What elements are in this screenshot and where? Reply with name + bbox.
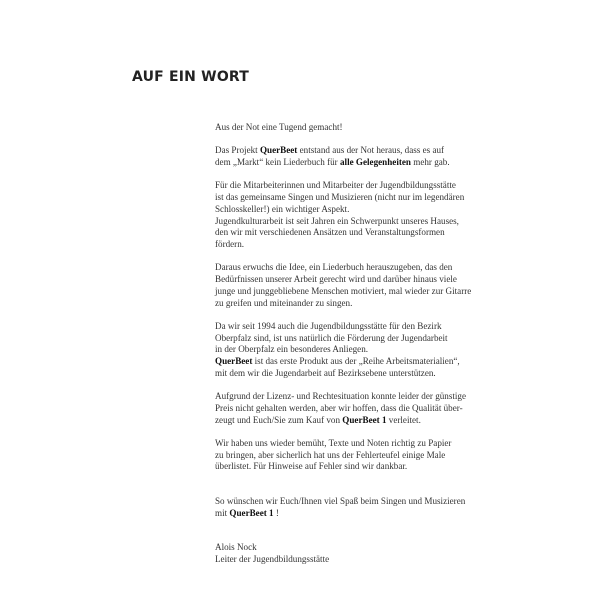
text-line [215,554,505,566]
paragraph [215,321,505,380]
text-line [215,356,505,368]
text-line [215,157,505,169]
paragraph [215,496,505,519]
text-segment: überlistet. Für Hinweise auf Fehler sind wir dankbar. [215,461,408,472]
signature [215,542,505,565]
text-line [215,403,505,415]
page-title: AUF EIN WORT [132,69,250,85]
text-segment: junge und junggebliebene Menschen motiviert, mal wieder zur Gitarre [215,285,472,296]
text-line [215,450,505,462]
text-line [215,461,505,473]
text-segment: Schlosskeller!) ein wichtiger Aspekt. [215,203,350,214]
text-segment: Das Projekt [215,145,260,156]
text-segment: ist das gemeinsame Singen und Musizieren (nicht nur im legendären [215,192,465,203]
text-segment: Alois Nock [215,542,257,553]
text-line [215,180,505,192]
text-segment: zu bringen, aber sicherlich hat uns der Fehlerteufel einige Male [215,449,446,460]
text-segment: ist das erste Produkt aus der „Reihe Arbeitsmaterialien“, [252,356,460,366]
text-line [215,192,505,204]
text-segment: Oberpfalz sind, ist uns natürlich die Förderung der Jugendarbeit [215,332,448,343]
text-segment: Jugendkulturarbeit ist seit Jahren ein Schwerpunkt unseres Hauses, [215,215,459,226]
paragraph [215,262,505,309]
text-line [215,415,505,427]
text-segment: dem „Markt“ kein Liederbuch für [215,157,340,168]
paragraph [215,391,505,426]
text-line [215,333,505,345]
bold-text: QuerBeet [215,356,253,366]
paragraph [215,180,505,250]
text-segment: den wir mit verschiedenen Ansätzen und Veranstaltungsformen [215,227,445,238]
text-segment: mit [215,507,230,518]
paragraph [215,122,505,134]
text-segment: Wir haben uns wieder bemüht, Texte und Noten richtig zu Papier [215,437,452,448]
text-line [215,368,505,380]
text-line [215,344,505,356]
text-segment: Aufgrund der Lizenz- und Rechtesituation konnte leider der günstige [215,391,467,402]
text-line [215,321,505,333]
text-line [215,391,505,403]
text-line [215,438,505,450]
text-segment: zeugt und Euch/Sie zum Kauf von [215,414,343,425]
text-segment: verleitet. [386,414,421,425]
bold-text: alle Gelegenheiten [340,157,411,168]
text-line [215,227,505,239]
body-text [215,122,505,578]
text-segment: So wünschen wir Euch/Ihnen viel Spaß beim Singen und Musizieren [215,496,466,506]
text-line [215,239,505,251]
text-line [215,216,505,228]
text-segment: zu greifen und miteinander zu singen. [215,297,353,308]
text-segment: Bedürfnissen unserer Arbeit gerecht wird und darüber hinaus viele [215,274,457,285]
text-line [215,508,505,520]
text-line [215,145,505,157]
text-line [215,204,505,216]
text-segment: Da wir seit 1994 auch die Jugendbildungsstätte für den Bezirk [215,320,442,331]
text-segment: Aus der Not eine Tugend gemacht! [215,122,343,132]
text-segment: Für die Mitarbeiterinnen und Mitarbeiter der Jugendbildungsstätte [215,180,456,191]
text-line [215,262,505,274]
text-line [215,122,505,134]
paragraph [215,438,505,473]
text-segment: ! [273,507,279,518]
paragraph [215,145,505,168]
text-segment: Leiter der Jugendbildungsstätte [215,554,330,565]
text-segment: in der Oberpfalz ein besonderes Anliegen. [215,344,369,355]
text-segment: entstand aus der Not heraus, dass es auf [297,145,445,156]
text-line [215,542,505,554]
text-line [215,286,505,298]
bold-text: QuerBeet 1 [229,507,274,518]
text-segment: fördern. [215,239,245,249]
bold-text: QuerBeet [259,145,298,156]
text-segment: mit dem wir die Jugendarbeit auf Bezirksebene unterstützen. [215,367,436,378]
text-segment: Daraus erwuchs die Idee, ein Liederbuch herauszugeben, das den [215,262,453,273]
text-line [215,496,505,508]
text-line [215,274,505,286]
text-segment: mehr gab. [410,157,450,168]
text-segment: Preis nicht gehalten werden, aber wir hoffen, dass die Qualität über- [215,402,463,413]
bold-text: QuerBeet 1 [342,414,387,425]
text-line [215,298,505,310]
